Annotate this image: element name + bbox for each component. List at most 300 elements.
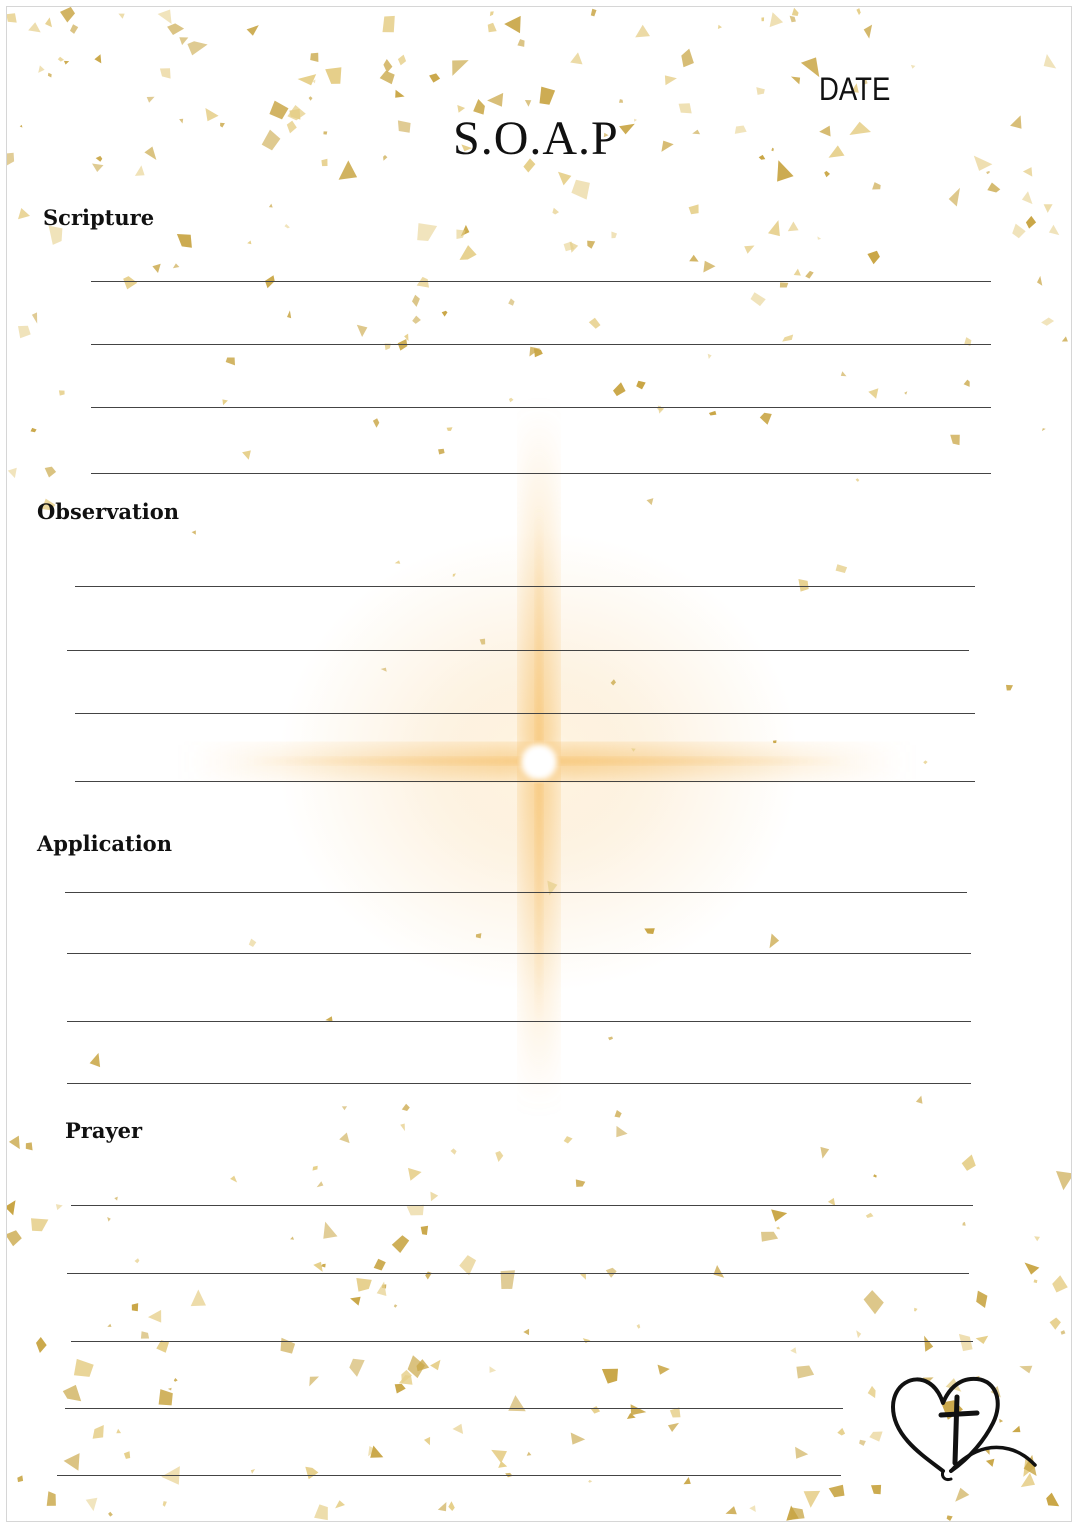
confetti-piece bbox=[64, 61, 69, 65]
heart-cross-icon bbox=[885, 1367, 1045, 1487]
confetti-piece bbox=[760, 413, 772, 425]
confetti-piece bbox=[1034, 1236, 1040, 1241]
confetti-piece bbox=[342, 1106, 347, 1110]
confetti-piece bbox=[156, 1340, 169, 1352]
confetti-piece bbox=[681, 49, 694, 68]
confetti-piece bbox=[339, 160, 358, 179]
confetti-piece bbox=[517, 39, 524, 47]
confetti-piece bbox=[1049, 225, 1059, 235]
confetti-piece bbox=[160, 68, 171, 78]
writing-line[interactable] bbox=[67, 953, 971, 954]
confetti-piece bbox=[417, 223, 437, 241]
confetti-piece bbox=[192, 530, 196, 534]
confetti-piece bbox=[399, 1375, 413, 1385]
confetti-piece bbox=[451, 1148, 457, 1154]
confetti-piece bbox=[141, 1331, 149, 1338]
confetti-piece bbox=[866, 1213, 874, 1218]
confetti-piece bbox=[168, 1388, 172, 1391]
confetti-piece bbox=[242, 450, 251, 459]
confetti-piece bbox=[947, 1515, 953, 1521]
confetti-piece bbox=[829, 145, 845, 157]
confetti-piece bbox=[587, 241, 595, 249]
confetti-piece bbox=[959, 1334, 973, 1351]
confetti-piece bbox=[152, 264, 160, 273]
confetti-piece bbox=[509, 398, 514, 403]
confetti-piece bbox=[421, 1226, 428, 1235]
confetti-piece bbox=[856, 478, 860, 482]
confetti-piece bbox=[59, 390, 65, 395]
confetti-piece bbox=[488, 23, 497, 33]
section-label-scripture: Scripture bbox=[43, 205, 155, 230]
confetti-piece bbox=[305, 1467, 318, 1480]
confetti-piece bbox=[93, 1425, 104, 1439]
confetti-piece bbox=[665, 75, 677, 85]
confetti-piece bbox=[424, 1437, 430, 1445]
confetti-piece bbox=[317, 1181, 324, 1187]
confetti-piece bbox=[373, 418, 379, 427]
confetti-piece bbox=[1056, 1171, 1071, 1190]
confetti-piece bbox=[1023, 167, 1032, 177]
confetti-piece bbox=[636, 381, 646, 390]
writing-line[interactable] bbox=[75, 586, 975, 587]
confetti-piece bbox=[392, 1235, 409, 1253]
confetti-piece bbox=[836, 564, 848, 573]
confetti-piece bbox=[527, 1452, 532, 1456]
confetti-piece bbox=[430, 1360, 440, 1370]
confetti-piece bbox=[709, 411, 717, 416]
date-label: DATE bbox=[819, 71, 891, 107]
confetti-piece bbox=[220, 123, 225, 128]
confetti-piece bbox=[123, 276, 137, 289]
confetti-piece bbox=[869, 1432, 882, 1442]
confetti-piece bbox=[179, 37, 188, 45]
confetti-piece bbox=[356, 1278, 372, 1292]
confetti-piece bbox=[859, 1440, 866, 1446]
confetti-piece bbox=[751, 292, 766, 306]
confetti-piece bbox=[314, 1504, 328, 1520]
confetti-piece bbox=[339, 1133, 349, 1144]
confetti-piece bbox=[96, 156, 103, 162]
confetti-piece bbox=[144, 147, 156, 161]
confetti-piece bbox=[448, 1501, 455, 1511]
confetti-piece bbox=[247, 25, 259, 36]
confetti-piece bbox=[689, 204, 699, 214]
confetti-piece bbox=[45, 467, 56, 478]
confetti-piece bbox=[251, 1469, 255, 1474]
confetti-piece bbox=[417, 277, 429, 288]
confetti-piece bbox=[490, 1366, 497, 1373]
confetti-piece bbox=[374, 1259, 386, 1271]
confetti-piece bbox=[395, 1384, 406, 1394]
confetti-piece bbox=[309, 96, 313, 101]
confetti-piece bbox=[974, 156, 993, 171]
confetti-piece bbox=[768, 220, 780, 236]
confetti-piece bbox=[776, 1227, 780, 1230]
confetti-piece bbox=[56, 1204, 63, 1210]
confetti-piece bbox=[412, 295, 420, 307]
confetti-piece bbox=[408, 1168, 422, 1181]
confetti-piece bbox=[269, 204, 273, 208]
confetti-piece bbox=[74, 1359, 94, 1377]
confetti-piece bbox=[692, 130, 700, 135]
confetti-piece bbox=[64, 1453, 80, 1471]
confetti-piece bbox=[615, 1110, 622, 1118]
confetti-piece bbox=[398, 120, 411, 132]
confetti-piece bbox=[608, 1037, 613, 1041]
confetti-piece bbox=[349, 1359, 364, 1377]
writing-line[interactable] bbox=[91, 473, 991, 474]
confetti-piece bbox=[868, 1386, 876, 1398]
confetti-piece bbox=[508, 298, 514, 305]
confetti-piece bbox=[480, 639, 486, 645]
confetti-piece bbox=[63, 1385, 81, 1401]
confetti-piece bbox=[761, 17, 764, 21]
confetti-piece bbox=[644, 928, 655, 934]
confetti-piece bbox=[298, 74, 317, 85]
confetti-piece bbox=[381, 668, 387, 672]
confetti-piece bbox=[323, 1222, 337, 1239]
confetti-piece bbox=[824, 171, 830, 177]
confetti-piece bbox=[395, 560, 401, 563]
confetti-piece bbox=[1041, 318, 1054, 326]
confetti-piece bbox=[114, 1197, 118, 1201]
confetti-piece bbox=[986, 171, 989, 174]
confetti-piece bbox=[1050, 1318, 1061, 1330]
confetti-piece bbox=[205, 108, 218, 121]
confetti-piece bbox=[547, 881, 557, 896]
confetti-piece bbox=[383, 155, 387, 161]
confetti-piece bbox=[453, 573, 456, 576]
confetti-piece bbox=[635, 25, 650, 38]
confetti-piece bbox=[820, 1147, 829, 1159]
confetti-piece bbox=[321, 159, 327, 166]
confetti-piece bbox=[790, 16, 796, 23]
confetti-piece bbox=[400, 1124, 405, 1132]
writing-line[interactable] bbox=[57, 1475, 841, 1476]
confetti-piece bbox=[357, 325, 368, 337]
confetti-piece bbox=[773, 740, 777, 743]
confetti-piece bbox=[377, 1282, 387, 1297]
confetti-piece bbox=[955, 1488, 969, 1502]
confetti-piece bbox=[911, 65, 916, 69]
confetti-piece bbox=[438, 1502, 447, 1511]
confetti-piece bbox=[70, 24, 78, 34]
confetti-piece bbox=[788, 222, 799, 232]
confetti-piece bbox=[487, 93, 503, 107]
confetti-piece bbox=[714, 1265, 725, 1278]
confetti-piece bbox=[962, 1222, 965, 1226]
confetti-piece bbox=[976, 1291, 987, 1308]
confetti-piece bbox=[262, 130, 281, 151]
confetti-piece bbox=[914, 1308, 917, 1312]
confetti-piece bbox=[135, 1258, 140, 1263]
writing-line[interactable] bbox=[71, 1205, 973, 1206]
confetti-piece bbox=[476, 933, 482, 938]
confetti-piece bbox=[552, 208, 559, 215]
confetti-piece bbox=[871, 1485, 881, 1494]
confetti-piece bbox=[523, 1329, 529, 1335]
confetti-piece bbox=[570, 52, 582, 64]
confetti-piece bbox=[187, 41, 207, 55]
confetti-piece bbox=[634, 119, 637, 122]
confetti-piece bbox=[849, 122, 871, 135]
confetti-piece bbox=[1061, 1330, 1066, 1335]
confetti-piece bbox=[679, 103, 692, 113]
confetti-piece bbox=[726, 1506, 737, 1514]
confetti-piece bbox=[868, 388, 878, 399]
confetti-piece bbox=[771, 1209, 787, 1221]
confetti-piece bbox=[148, 1310, 161, 1323]
confetti-piece bbox=[7, 153, 14, 166]
confetti-piece bbox=[689, 255, 698, 262]
confetti-piece bbox=[179, 119, 183, 124]
confetti-piece bbox=[1006, 685, 1013, 691]
confetti-piece bbox=[792, 8, 799, 16]
confetti-piece bbox=[222, 399, 228, 405]
writing-line[interactable] bbox=[67, 650, 969, 651]
confetti-piece bbox=[668, 1423, 679, 1432]
confetti-piece bbox=[1062, 336, 1068, 341]
confetti-piece bbox=[647, 498, 654, 505]
confetti-piece bbox=[394, 1304, 398, 1308]
page-title: S.O.A.P bbox=[453, 112, 619, 165]
confetti-piece bbox=[18, 326, 31, 339]
confetti-piece bbox=[616, 1126, 627, 1137]
confetti-piece bbox=[370, 1446, 383, 1458]
confetti-piece bbox=[1044, 54, 1057, 69]
confetti-piece bbox=[661, 141, 673, 152]
confetti-piece bbox=[770, 934, 780, 949]
confetti-piece bbox=[794, 269, 801, 276]
confetti-piece bbox=[708, 354, 712, 359]
confetti-piece bbox=[249, 939, 256, 947]
confetti-piece bbox=[658, 1365, 670, 1375]
confetti-piece bbox=[290, 1237, 294, 1240]
confetti-piece bbox=[841, 371, 847, 376]
confetti-piece bbox=[872, 182, 881, 189]
confetti-piece bbox=[964, 380, 970, 387]
writing-line[interactable] bbox=[71, 1341, 973, 1342]
confetti-piece bbox=[147, 97, 155, 103]
confetti-piece bbox=[558, 172, 571, 186]
confetti-piece bbox=[335, 1500, 345, 1508]
confetti-piece bbox=[761, 1232, 778, 1242]
confetti-piece bbox=[323, 131, 327, 134]
confetti-piece bbox=[36, 1337, 47, 1353]
confetti-piece bbox=[571, 1433, 586, 1445]
confetti-piece bbox=[777, 160, 794, 181]
confetti-piece bbox=[58, 57, 64, 62]
confetti-piece bbox=[191, 1290, 206, 1307]
confetti-piece bbox=[796, 1366, 814, 1379]
writing-line[interactable] bbox=[91, 281, 991, 282]
confetti-piece bbox=[47, 1491, 56, 1506]
confetti-piece bbox=[1037, 276, 1042, 286]
confetti-piece bbox=[684, 1477, 691, 1484]
confetti-piece bbox=[780, 282, 788, 287]
confetti-piece bbox=[576, 1179, 586, 1187]
writing-line[interactable] bbox=[67, 1273, 969, 1274]
confetti-piece bbox=[18, 208, 30, 219]
confetti-piece bbox=[817, 236, 821, 239]
confetti-piece bbox=[770, 12, 784, 27]
confetti-piece bbox=[1026, 216, 1036, 229]
confetti-piece bbox=[1042, 428, 1046, 431]
confetti-piece bbox=[8, 468, 17, 478]
section-label-application: Application bbox=[37, 831, 172, 856]
confetti-piece bbox=[48, 73, 52, 78]
confetti-piece bbox=[32, 312, 37, 323]
confetti-piece bbox=[442, 311, 448, 317]
confetti-piece bbox=[525, 100, 531, 107]
confetti-piece bbox=[987, 183, 1000, 193]
confetti-piece bbox=[613, 382, 626, 396]
confetti-piece bbox=[287, 105, 305, 120]
confetti-piece bbox=[17, 1475, 23, 1482]
confetti-piece bbox=[429, 73, 440, 82]
confetti-piece bbox=[950, 435, 960, 445]
confetti-piece bbox=[309, 1377, 319, 1387]
confetti-piece bbox=[412, 316, 421, 324]
confetti-piece bbox=[7, 1200, 16, 1215]
gold-confetti bbox=[7, 7, 1071, 1521]
writing-line[interactable] bbox=[75, 781, 975, 782]
confetti-piece bbox=[20, 125, 23, 128]
confetti-piece bbox=[325, 67, 341, 84]
confetti-piece bbox=[92, 164, 104, 173]
confetti-piece bbox=[313, 1262, 322, 1272]
confetti-piece bbox=[588, 1480, 592, 1483]
confetti-piece bbox=[1046, 1493, 1059, 1507]
writing-line[interactable] bbox=[65, 1408, 843, 1409]
confetti-piece bbox=[108, 1512, 113, 1517]
confetti-piece bbox=[949, 188, 960, 207]
confetti-piece bbox=[637, 1324, 641, 1329]
confetti-piece bbox=[31, 428, 37, 432]
writing-line[interactable] bbox=[67, 1021, 971, 1022]
confetti-piece bbox=[490, 11, 494, 16]
confetti-piece bbox=[116, 1429, 121, 1434]
confetti-piece bbox=[790, 1507, 804, 1520]
confetti-piece bbox=[118, 14, 124, 19]
confetti-piece bbox=[504, 16, 521, 33]
confetti-piece bbox=[495, 1151, 503, 1162]
section-label-prayer: Prayer bbox=[65, 1118, 143, 1143]
confetti-piece bbox=[402, 1104, 410, 1111]
confetti-piece bbox=[631, 1404, 647, 1415]
confetti-piece bbox=[498, 1461, 507, 1468]
writing-line[interactable] bbox=[65, 892, 967, 893]
confetti-piece bbox=[829, 1485, 845, 1498]
confetti-piece bbox=[819, 126, 830, 137]
confetti-piece bbox=[86, 1498, 98, 1511]
confetti-piece bbox=[45, 17, 52, 27]
confetti-piece bbox=[1034, 1279, 1038, 1283]
writing-line[interactable] bbox=[91, 407, 991, 408]
confetti-piece bbox=[173, 263, 180, 268]
confetti-piece bbox=[703, 261, 715, 273]
confetti-piece bbox=[135, 165, 145, 176]
confetti-piece bbox=[759, 155, 766, 160]
confetti-piece bbox=[247, 241, 251, 245]
confetti-piece bbox=[864, 25, 872, 39]
confetti-piece bbox=[904, 391, 907, 395]
confetti-piece bbox=[132, 1303, 138, 1311]
confetti-piece bbox=[9, 1136, 20, 1150]
confetti-piece bbox=[230, 1176, 237, 1183]
confetti-piece bbox=[60, 7, 75, 23]
confetti-piece bbox=[571, 180, 590, 200]
confetti-piece bbox=[383, 59, 392, 73]
confetti-piece bbox=[7, 1230, 22, 1246]
confetti-piece bbox=[38, 65, 44, 73]
confetti-piece bbox=[804, 1491, 821, 1508]
confetti-piece bbox=[611, 679, 616, 685]
confetti-piece bbox=[177, 234, 192, 248]
confetti-piece bbox=[962, 1155, 976, 1171]
confetti-piece bbox=[90, 1053, 101, 1067]
confetti-piece bbox=[407, 1205, 424, 1216]
confetti-piece bbox=[619, 124, 635, 135]
confetti-piece bbox=[438, 449, 445, 455]
confetti-piece bbox=[856, 1330, 861, 1338]
confetti-piece bbox=[107, 1217, 111, 1222]
confetti-piece bbox=[167, 23, 184, 35]
confetti-piece bbox=[791, 77, 800, 85]
confetti-piece bbox=[916, 1096, 923, 1104]
confetti-piece bbox=[1022, 191, 1033, 204]
journal-page bbox=[6, 6, 1072, 1522]
confetti-piece bbox=[749, 1505, 756, 1512]
confetti-piece bbox=[1052, 1275, 1068, 1292]
confetti-piece bbox=[31, 1218, 48, 1231]
confetti-piece bbox=[313, 1166, 318, 1171]
confetti-piece bbox=[790, 1347, 796, 1354]
confetti-piece bbox=[452, 60, 469, 76]
confetti-piece bbox=[564, 1136, 573, 1143]
confetti-piece bbox=[591, 9, 597, 17]
confetti-piece bbox=[795, 1447, 808, 1459]
confetti-piece bbox=[7, 13, 17, 22]
writing-line[interactable] bbox=[91, 344, 991, 345]
confetti-piece bbox=[837, 1428, 845, 1436]
writing-line[interactable] bbox=[67, 1083, 971, 1084]
writing-line[interactable] bbox=[75, 713, 975, 714]
confetti-piece bbox=[447, 427, 453, 431]
confetti-piece bbox=[867, 251, 880, 265]
confetti-piece bbox=[782, 335, 793, 342]
confetti-piece bbox=[756, 87, 765, 95]
confetti-piece bbox=[924, 1336, 933, 1352]
confetti-piece bbox=[631, 748, 636, 751]
confetti-piece bbox=[158, 10, 172, 25]
confetti-piece bbox=[864, 1290, 884, 1314]
confetti-piece bbox=[856, 8, 860, 15]
confetti-piece bbox=[430, 1192, 438, 1202]
confetti-piece bbox=[580, 1273, 586, 1280]
confetti-piece bbox=[453, 1424, 464, 1434]
confetti-piece bbox=[611, 232, 617, 239]
section-label-observation: Observation bbox=[37, 499, 179, 524]
confetti-piece bbox=[805, 271, 814, 279]
confetti-piece bbox=[107, 1324, 111, 1327]
confetti-piece bbox=[718, 25, 722, 29]
confetti-piece bbox=[163, 1501, 167, 1507]
confetti-piece bbox=[94, 54, 101, 63]
confetti-piece bbox=[1012, 224, 1025, 239]
confetti-piece bbox=[1044, 204, 1053, 213]
confetti-piece bbox=[1010, 115, 1021, 128]
